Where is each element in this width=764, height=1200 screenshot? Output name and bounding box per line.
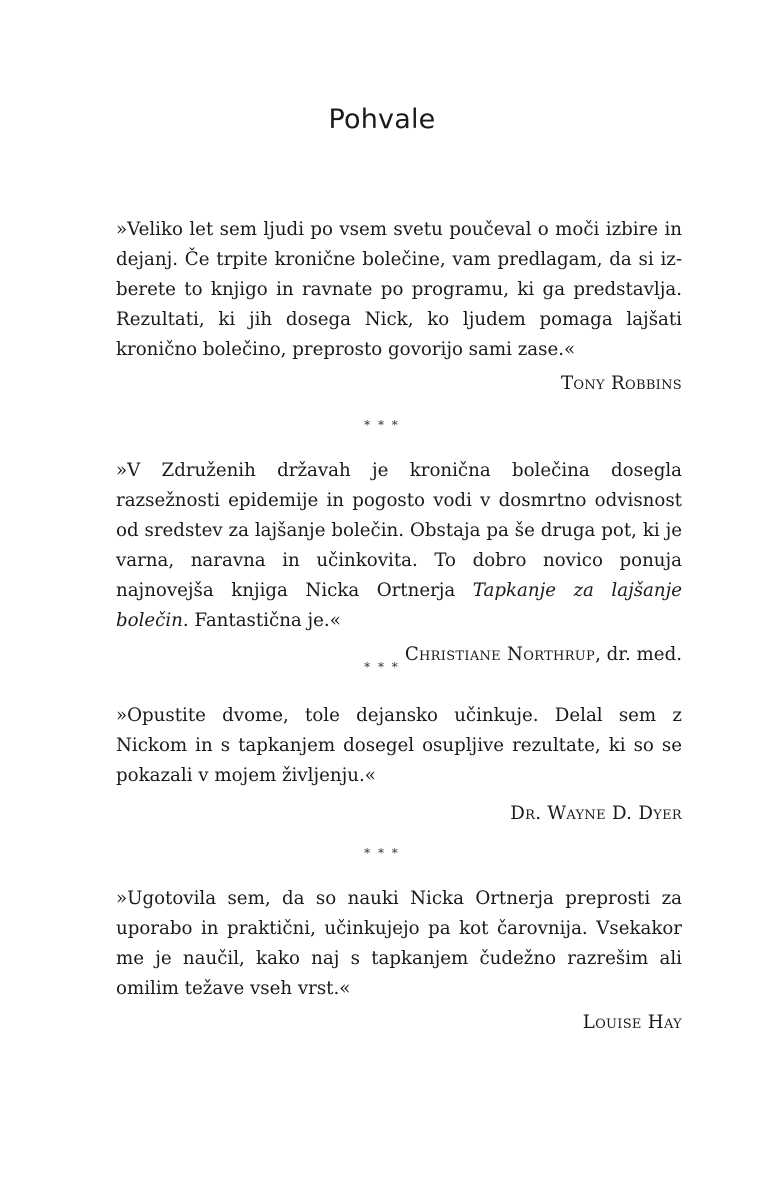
- testimonial-wayne-dyer: [116, 701, 682, 829]
- testimonial-tony-robbins: [116, 215, 682, 399]
- author-name: Tony Robbins: [560, 373, 682, 394]
- author-suffix: , dr. med.: [595, 644, 682, 665]
- section-separator: * * *: [364, 846, 400, 860]
- testimonial-christiane-northrup: [116, 456, 682, 670]
- testimonial-author: [116, 799, 682, 829]
- section-separator: * * *: [364, 418, 400, 432]
- author-name: Christiane Northrup: [404, 644, 596, 665]
- quote-text-after: Fantastična je.«: [188, 610, 341, 631]
- testimonial-quote: »Opustite dvome, tole dejansko učinkuje. Delal sem z Nickom in s tapkanjem dosegel osupljive rezultate, ki so se pokazali v mojem življenju.«: [116, 705, 682, 786]
- testimonial-quote: »Ugotovila sem, da so nauki Nicka Ortnerja preprosti za uporabo in praktični, učinkujejo pa kot čarovnija. Vsekakor me je naučil, kako naj s tapkanjem čudežno razrešim ali omilim težave vseh vrst.«: [116, 888, 682, 999]
- page-title: Pohvale: [328, 104, 436, 135]
- author-name: Dr. Wayne D. Dyer: [510, 803, 682, 824]
- testimonial-author: [116, 1008, 682, 1038]
- book-title: Tapkanje za lajšanje bolečin.: [116, 580, 682, 631]
- testimonial-louise-hay: [116, 884, 682, 1038]
- section-separator: * * *: [364, 660, 400, 674]
- author-name: Louise Hay: [582, 1012, 682, 1033]
- quote-text-before: »V Združenih državah je kronična bolečina dosegla razsežnosti epidemije in pogosto vodi v dosmrtno odvisnost od sredstev za lajšanje bolečin. Obstaja pa še druga pot, ki je varna, naravna in učinkovita. To dobro novico ponuja najnovejša knjiga Nicka Ortnerja: [116, 460, 682, 601]
- testimonial-author: [116, 369, 682, 399]
- testimonial-quote: »Veliko let sem ljudi po vsem svetu poučeval o moči izbire in dejanj. Če trpite kronične bolečine, vam predlagam, da si izberete to knjigo in ravnate po programu, ki ga predstavlja. Rezultati, ki jih dosega Nick, ko ljudem pomaga lajšati kronično bolečino, preprosto govorijo sami zase.«: [116, 219, 682, 360]
- testimonial-quote: [116, 456, 682, 636]
